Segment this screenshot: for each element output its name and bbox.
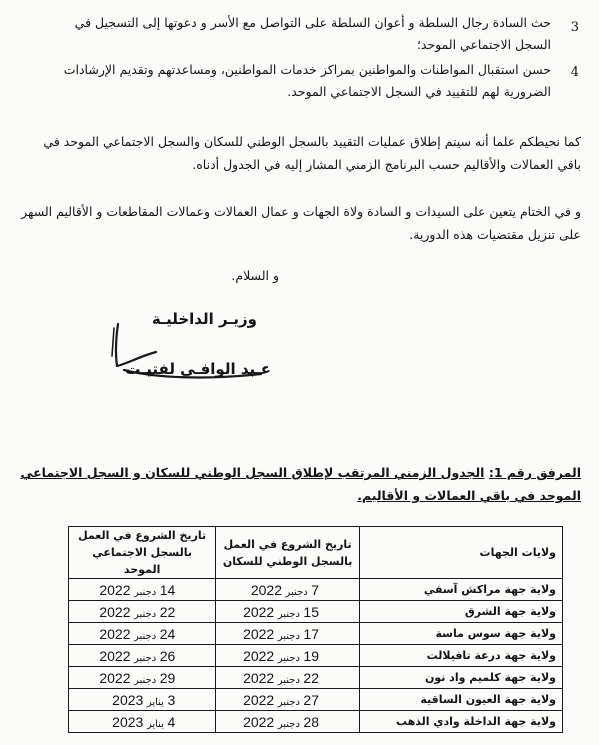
- date-month: دجنبر: [134, 674, 157, 686]
- date-day: 22: [303, 669, 319, 686]
- date-month: يناير: [146, 696, 164, 708]
- annex-heading: [11, 461, 581, 507]
- date-month: دجنبر: [277, 674, 300, 686]
- date-month: دجنبر: [277, 718, 300, 730]
- date-year: 2022: [99, 647, 131, 664]
- signature-title: وزيـر الداخليـة: [151, 310, 257, 328]
- date-month: يناير: [146, 718, 164, 730]
- column-header-rsu-date: تاريخ الشروع في العمل بالسجل الاجتماعي الموحد: [69, 527, 216, 579]
- date-day: 4: [167, 713, 176, 730]
- date-day: 15: [303, 603, 319, 620]
- minister-signature: [96, 308, 271, 386]
- date-day: 22: [159, 603, 176, 620]
- region-cell: ولاية جهة درعة تافيلالت: [360, 645, 563, 667]
- date-year: 2022: [99, 669, 131, 686]
- date-year: 2023: [112, 691, 144, 708]
- date-month: دجنبر: [277, 652, 300, 664]
- date-month: دجنبر: [134, 586, 157, 598]
- region-cell: ولاية جهة الشرق: [360, 601, 563, 623]
- region-cell: ولاية جهة الداخلة وادي الذهب: [360, 711, 563, 733]
- date-year: 2022: [243, 691, 275, 708]
- list-item-number: 4: [570, 65, 579, 80]
- date-year: 2023: [112, 713, 144, 730]
- signature-name: عـبد الوافـي لفتيـت: [125, 360, 271, 378]
- date-month: دجنبر: [134, 608, 157, 620]
- rsu-date-cell: [69, 667, 216, 689]
- body-paragraph: كما نحيطكم علما أنه سيتم إطلاق عمليات التقييد بالسجل الوطني للسكان والسجل الاجتماعي الموحد في باقي العمالات والأقاليم حسب البرنامج الزمني المشار إليه في الجدول أدناه.: [43, 134, 581, 172]
- annex-title: الجدول الزمني المرتقب لإطلاق السجل الوطني للسكان و السجل الاجتماعي الموحد في باقي العمالات و الأقاليم.: [20, 465, 581, 503]
- rnp-date-cell: [216, 645, 360, 667]
- table-row: [69, 579, 563, 601]
- date-month: دجنبر: [277, 608, 300, 620]
- date-year: 2022: [243, 603, 275, 620]
- date-month: دجنبر: [285, 586, 308, 598]
- table-row: [69, 645, 563, 667]
- rnp-date-cell: [216, 689, 360, 711]
- region-cell: ولاية جهة كلميم واد نون: [360, 667, 563, 689]
- list-item: حسن استقبال المواطنات والمواطنين بمراكز خدمات المواطنين، ومساعدتهم وتقديم الإرشادات الضرورية لهم للتقييد في السجل الاجتماعي الموحد.: [63, 62, 551, 99]
- body-paragraph: و في الختام يتعين على السيدات و السادة ولاة الجهات و عمال العمالات وعمالات المقاطعات و الأقاليم السهر على تنزيل مقتضيات هذه الدورية.: [21, 204, 581, 242]
- date-day: 7: [311, 581, 319, 598]
- date-year: 2022: [99, 581, 131, 598]
- date-month: دجنبر: [134, 630, 157, 642]
- table-row: [69, 667, 563, 689]
- table-row: [69, 623, 563, 645]
- rsu-date-cell: [69, 579, 216, 601]
- rsu-date-cell: [69, 645, 216, 667]
- date-year: 2022: [243, 713, 275, 730]
- region-cell: ولاية جهة العيون الساقية: [360, 689, 563, 711]
- date-year: 2022: [250, 581, 283, 598]
- rnp-date-cell: [216, 711, 360, 733]
- rsu-date-cell: [69, 711, 216, 733]
- column-header-rnp-date: تاريخ الشروع في العمل بالسجل الوطني للسكان: [216, 527, 360, 579]
- table-row: [69, 601, 563, 623]
- schedule-table-body: [69, 579, 563, 733]
- table-row: [69, 689, 563, 711]
- region-cell: ولاية جهة مراكش آسفي: [360, 579, 563, 601]
- schedule-table: [68, 526, 563, 733]
- date-day: 19: [303, 647, 319, 664]
- rnp-date-cell: [216, 667, 360, 689]
- date-day: 14: [159, 581, 176, 598]
- rnp-date-cell: [216, 623, 360, 645]
- date-year: 2022: [243, 647, 275, 664]
- rnp-date-cell: [216, 579, 360, 601]
- date-day: 28: [303, 713, 319, 730]
- date-day: 26: [159, 647, 176, 664]
- list-item: حث السادة رجال السلطة و أعوان السلطة على التواصل مع الأسر و دعوتها إلى التسجيل في السجل الاجتماعي الموحد؛: [74, 15, 551, 52]
- date-month: دجنبر: [277, 630, 300, 642]
- date-year: 2022: [243, 625, 275, 642]
- salutation: و السلام.: [231, 268, 279, 283]
- date-month: دجنبر: [277, 696, 300, 708]
- date-day: 17: [303, 625, 319, 642]
- table-row: [69, 711, 563, 733]
- rsu-date-cell: [69, 689, 216, 711]
- date-month: دجنبر: [134, 652, 157, 664]
- date-day: 24: [159, 625, 176, 642]
- rsu-date-cell: [69, 623, 216, 645]
- table-header-row: [69, 527, 563, 579]
- region-cell: ولاية جهة سوس ماسة: [360, 623, 563, 645]
- date-year: 2022: [243, 669, 275, 686]
- list-item-number: 3: [570, 20, 579, 35]
- annex-label: المرفق رقم 1:: [488, 465, 581, 480]
- date-day: 27: [303, 691, 319, 708]
- rnp-date-cell: [216, 601, 360, 623]
- column-header-region: ولايات الجهات: [360, 527, 563, 579]
- date-year: 2022: [99, 625, 131, 642]
- date-day: 29: [159, 669, 176, 686]
- date-year: 2022: [99, 603, 131, 620]
- date-day: 3: [167, 691, 176, 708]
- rsu-date-cell: [69, 601, 216, 623]
